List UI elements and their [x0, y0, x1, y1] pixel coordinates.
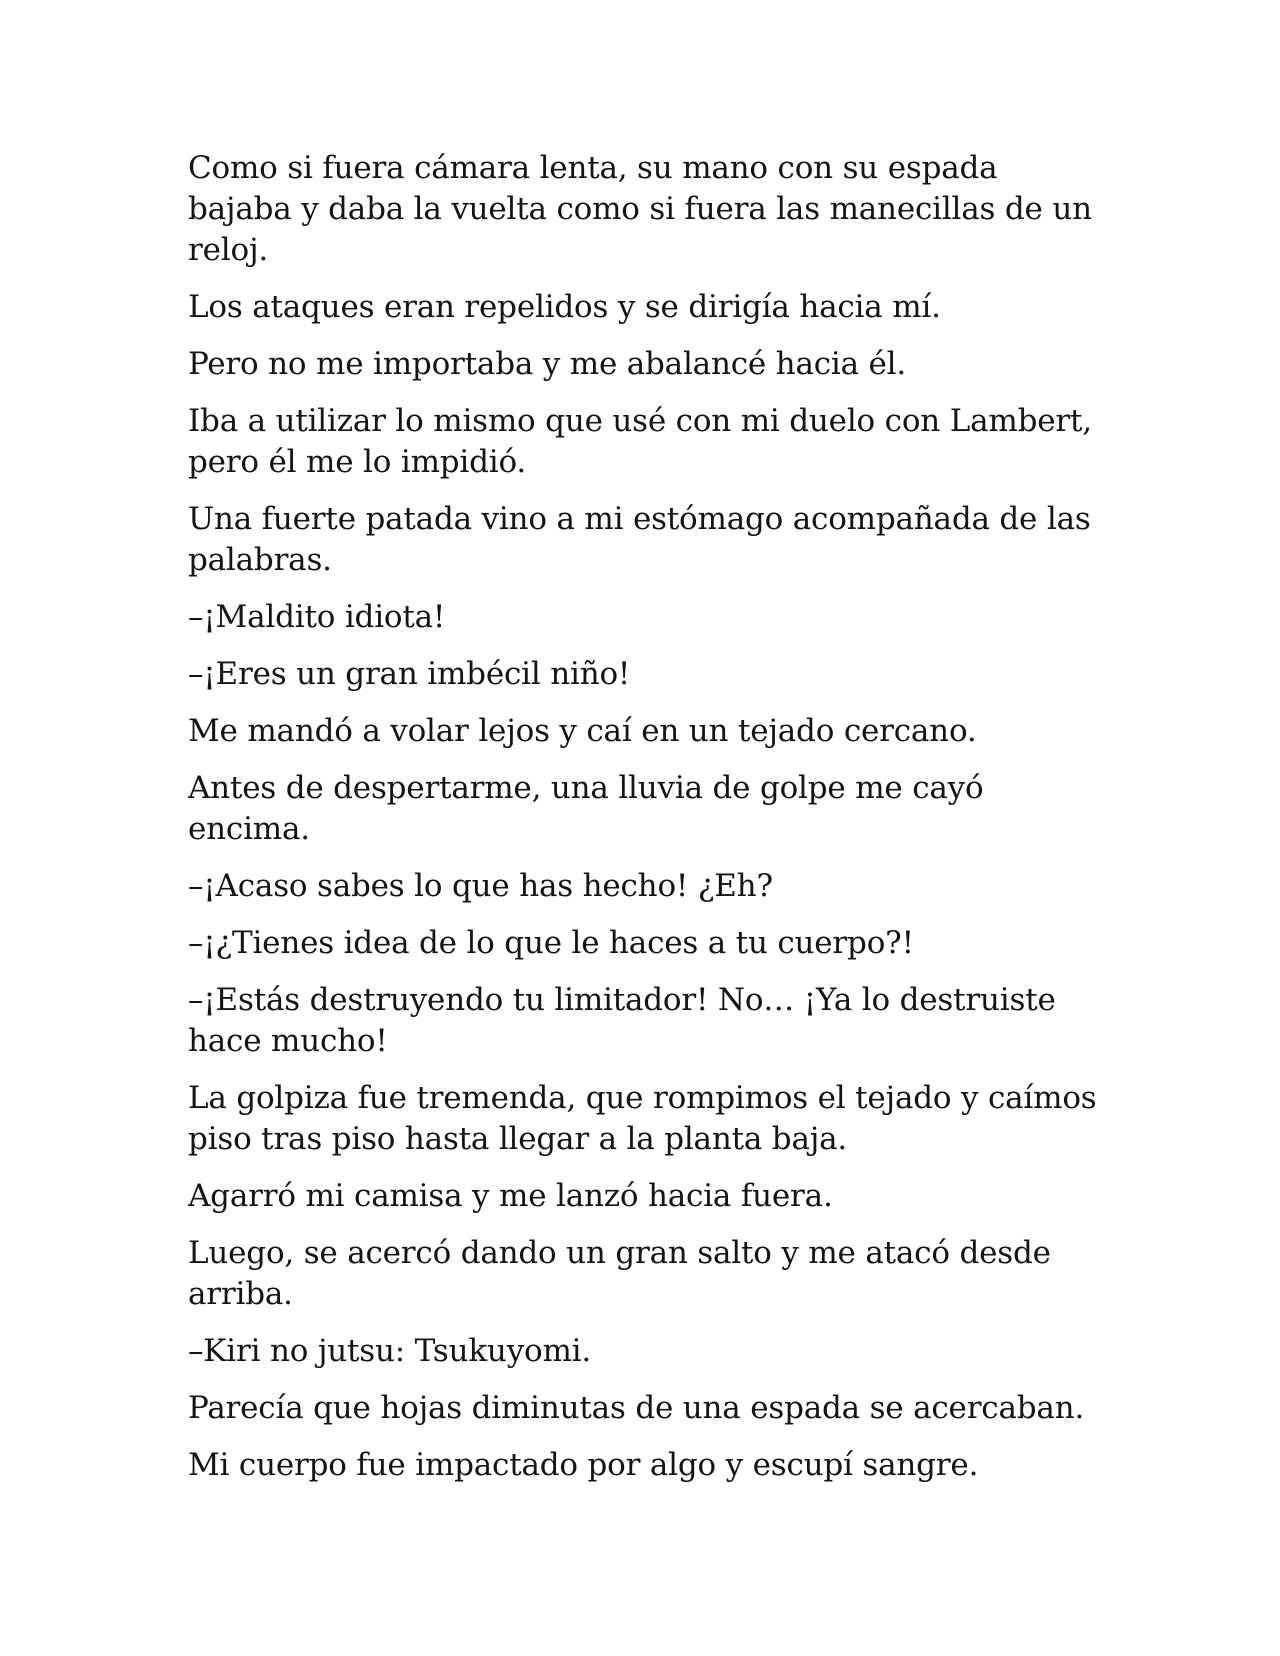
dialogue-line: –Kiri no jutsu: Tsukuyomi. [188, 1333, 592, 1369]
paragraph: Parecía que hojas diminutas de una espada se acercaban. [188, 1390, 1085, 1426]
paragraph: La golpiza fue tremenda, que rompimos el tejado y caímos piso tras piso hasta llegar a la planta baja. [188, 1080, 1097, 1157]
dialogue-line: –¡Eres un gran imbécil niño! [188, 656, 631, 692]
paragraph: Como si fuera cámara lenta, su mano con su espada bajaba y daba la vuelta como si fuera las manecillas de un reloj. [188, 150, 1092, 268]
body-text [188, 148, 1098, 1502]
dialogue-line: –¡Estás destruyendo tu limitador! No… ¡Ya lo destruiste hace mucho! [188, 982, 1056, 1059]
paragraph: Una fuerte patada vino a mi estómago acompañada de las palabras. [188, 501, 1091, 578]
dialogue-line: –¡Maldito idiota! [188, 599, 446, 635]
paragraph: Luego, se acercó dando un gran salto y me atacó desde arriba. [188, 1235, 1051, 1312]
dialogue-line: –¡Acaso sabes lo que has hecho! ¿Eh? [188, 868, 773, 904]
paragraph: Los ataques eran repelidos y se dirigía hacia mí. [188, 289, 941, 325]
paragraph: Iba a utilizar lo mismo que usé con mi duelo con Lambert, pero él me lo impidió. [188, 403, 1092, 480]
dialogue-line: –¡¿Tienes idea de lo que le haces a tu cuerpo?! [188, 925, 914, 961]
paragraph: Me mandó a volar lejos y caí en un tejado cercano. [188, 713, 977, 749]
paragraph: Pero no me importaba y me abalancé hacia él. [188, 346, 907, 382]
paragraph: Agarró mi camisa y me lanzó hacia fuera. [188, 1178, 833, 1214]
paragraph: Mi cuerpo fue impactado por algo y escupí sangre. [188, 1447, 979, 1483]
paragraph: Antes de despertarme, una lluvia de golpe me cayó encima. [188, 770, 984, 847]
